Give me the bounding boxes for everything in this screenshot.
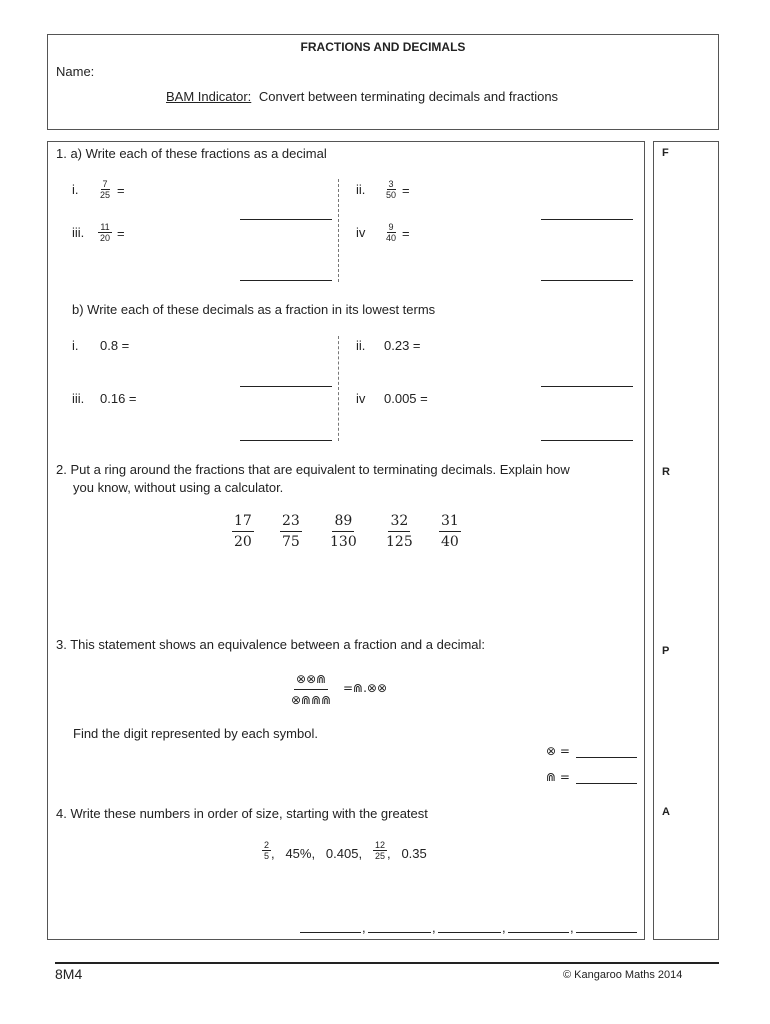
- numerator: 31: [439, 512, 461, 532]
- equals-sign: =: [402, 183, 410, 198]
- equals-sign: =: [117, 226, 125, 241]
- page-title: FRACTIONS AND DECIMALS: [300, 40, 466, 54]
- q1b-iii-text: 0.16 =: [100, 391, 137, 406]
- equals-sign: =: [117, 183, 125, 198]
- q1a-divider: [338, 179, 339, 282]
- q1b-ii-num: ii.: [356, 338, 366, 353]
- q4-fraction: [262, 840, 271, 861]
- answer-line[interactable]: [541, 280, 633, 281]
- comma: ,: [502, 920, 506, 935]
- answer-line[interactable]: [576, 783, 637, 784]
- denominator: 25: [100, 190, 111, 200]
- numerator: 12: [375, 840, 386, 850]
- bam-label: BAM Indicator:: [166, 89, 252, 104]
- q1a-i-num: i.: [72, 182, 79, 197]
- q4-fraction: [373, 840, 387, 861]
- numerator: 89: [332, 512, 354, 532]
- denominator: 50: [386, 190, 397, 200]
- q1b-i-num: i.: [72, 338, 79, 353]
- q3-answer-cross: ⊗ =: [546, 744, 570, 758]
- numerator: 23: [280, 512, 302, 532]
- q4-text: 4. Write these numbers in order of size, starting with the greatest: [56, 806, 428, 821]
- q3-symbol-fraction: [289, 670, 333, 709]
- q4-end-value: , 0.35: [387, 846, 427, 861]
- symbol-denominator: ⊗⋒⋒⋒: [291, 693, 332, 707]
- q3-answer-arch: ⋒ =: [546, 770, 570, 784]
- q2-fraction[interactable]: [280, 512, 302, 551]
- label-p: P: [662, 645, 670, 657]
- name-label: Name:: [56, 64, 95, 79]
- q1a-ii-num: ii.: [356, 182, 366, 197]
- comma: ,: [432, 920, 436, 935]
- order-answer-line[interactable]: [438, 932, 501, 933]
- numerator: 11: [100, 222, 110, 232]
- denominator: 5: [264, 851, 270, 861]
- order-answer-line[interactable]: [300, 932, 361, 933]
- answer-line[interactable]: [541, 440, 633, 441]
- q1b-iv-text: 0.005 =: [384, 391, 428, 406]
- numerator: 9: [388, 222, 394, 232]
- denominator: 40: [441, 534, 459, 550]
- comma: ,: [570, 920, 574, 935]
- numerator: 17: [232, 512, 254, 532]
- denominator: 75: [282, 534, 300, 550]
- footer-copyright: © Kangaroo Maths 2014: [563, 969, 683, 981]
- q2-fraction[interactable]: [439, 512, 461, 551]
- denominator: 125: [386, 534, 413, 550]
- q2-fraction[interactable]: [328, 512, 359, 551]
- answer-line[interactable]: [240, 386, 332, 387]
- numerator: 7: [102, 179, 108, 189]
- marks-column: [653, 141, 719, 940]
- q1b-iii-num: iii.: [72, 391, 85, 406]
- order-answer-line[interactable]: [368, 932, 431, 933]
- q3-find-text: Find the digit represented by each symbol.: [73, 726, 318, 741]
- comma: ,: [362, 920, 366, 935]
- q1b-i-text: 0.8 =: [100, 338, 130, 353]
- answer-line[interactable]: [240, 440, 332, 441]
- label-r: R: [662, 466, 670, 478]
- q3-text: 3. This statement shows an equivalence between a fraction and a decimal:: [56, 637, 486, 652]
- q1a-iii-fraction: [98, 222, 112, 243]
- q2-fraction[interactable]: [232, 512, 254, 551]
- symbol-decimal: =⋒.⊗⊗: [343, 681, 388, 695]
- numerator: 32: [388, 512, 410, 532]
- q2-fraction[interactable]: [384, 512, 415, 551]
- footer-rule: [55, 962, 719, 964]
- q2-text-line2: you know, without using a calculator.: [73, 480, 284, 495]
- q1a-iv-fraction: [384, 222, 398, 243]
- footer-code: 8M4: [55, 966, 83, 982]
- q1a-i-fraction: [98, 179, 112, 200]
- q1b-divider: [338, 336, 339, 441]
- bam-text: Convert between terminating decimals and fractions: [258, 89, 559, 104]
- q1b-iv-num: iv: [356, 391, 366, 406]
- answer-line[interactable]: [541, 219, 633, 220]
- answer-line[interactable]: [541, 386, 633, 387]
- q1a-ii-fraction: [384, 179, 398, 200]
- denominator: 20: [234, 534, 252, 550]
- label-f: F: [662, 147, 669, 159]
- denominator: 40: [386, 233, 397, 243]
- q4-middle-values: , 45%, 0.405,: [271, 846, 363, 861]
- q1a-text: 1. a) Write each of these fractions as a decimal: [56, 146, 327, 161]
- answer-line[interactable]: [576, 757, 637, 758]
- numerator: 2: [264, 840, 270, 850]
- bam-indicator: [166, 89, 558, 104]
- q1b-ii-text: 0.23 =: [384, 338, 421, 353]
- symbol-numerator: ⊗⊗⋒: [294, 670, 328, 690]
- q1b-text: b) Write each of these decimals as a fraction in its lowest terms: [72, 302, 436, 317]
- numerator: 3: [388, 179, 394, 189]
- q1a-iii-num: iii.: [72, 225, 85, 240]
- equals-sign: =: [402, 226, 410, 241]
- q1a-iv-num: iv: [356, 225, 366, 240]
- order-answer-line[interactable]: [576, 932, 637, 933]
- denominator: 20: [100, 233, 111, 243]
- answer-line[interactable]: [240, 219, 332, 220]
- answer-line[interactable]: [240, 280, 332, 281]
- denominator: 130: [330, 534, 357, 550]
- order-answer-line[interactable]: [508, 932, 569, 933]
- q2-text-line1: 2. Put a ring around the fractions that are equivalent to terminating decimals. Explain how: [56, 462, 570, 477]
- denominator: 25: [375, 851, 386, 861]
- q4-numbers: [262, 838, 462, 868]
- label-a: A: [662, 806, 670, 818]
